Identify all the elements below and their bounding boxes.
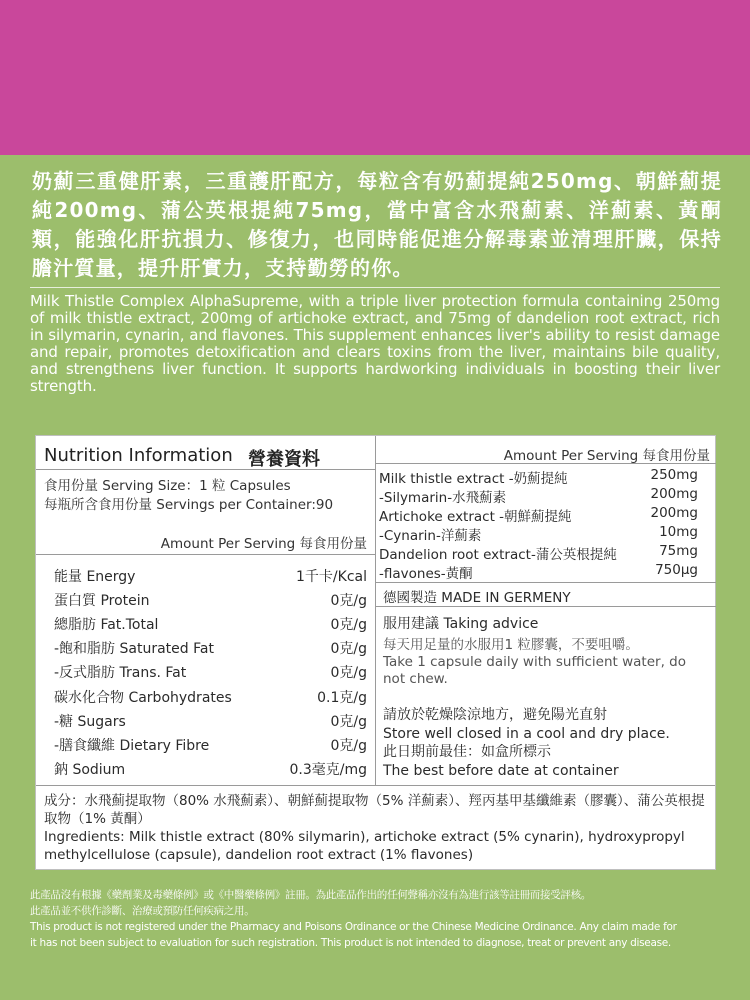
taking-advice-zh: 每天用足量的水服用1 粒膠囊，不要咀嚼。 (383, 637, 639, 653)
ingredient-row (379, 562, 698, 581)
ingredient-label: -Cynarin-洋薊素 (379, 528, 482, 544)
panel-column-divider (375, 436, 376, 785)
intro-divider (30, 287, 720, 288)
nutrient-label: 碳水化合物 Carbohydrates (54, 690, 232, 706)
nutrient-label: 總脂肪 Fat.Total (54, 617, 159, 633)
ingredient-row (379, 467, 698, 486)
ingredient-value: 200mg (650, 505, 698, 521)
ingredients-zh: 成分：水飛薊提取物（80% 水飛薊素）、朝鮮薊提取物（5% 洋薊素）、羥丙基甲基纖維素（膠囊）、蒲公英根提取物（1% 黃酮） (44, 793, 705, 827)
ingredients-amount-header: Amount Per Serving 每食用份量 (503, 448, 710, 464)
magenta-header-band (0, 0, 750, 155)
ingredient-row (379, 543, 698, 562)
nutrient-row (54, 684, 367, 708)
nutrient-value: 0.1克/g (317, 690, 367, 706)
intro-english: Milk Thistle Complex AlphaSupreme, with a triple liver protection formula containing 250mg of milk thistle extract, 200mg of artichoke extract, and 75mg of dandelion root extract, rich in silymarin, cynarin, and flavones. This supplement enhances liver's ability to resist damage and repair, promotes detoxification and clears toxins from the liver, maintains bile quality, and strengthens liver function. It supports hardworking individuals in boosting their liver strength. (30, 292, 720, 395)
ingredient-value: 250mg (650, 467, 698, 483)
serving-size: 食用份量 Serving Size：1 粒 Capsules (44, 478, 291, 494)
ingredient-label: Dandelion root extract-蒲公英根提純 (379, 547, 617, 563)
best-before-en: The best before date at container (383, 762, 619, 779)
made-in-label: 德國製造 MADE IN GERMENY (383, 590, 571, 606)
ingredient-row (379, 486, 698, 505)
nutrient-label: -糖 Sugars (54, 714, 126, 730)
ingredient-label: Milk thistle extract -奶薊提純 (379, 471, 568, 487)
disclaimer-en-line: it has not been subject to evaluation for such registration. This product is not intended to diagnose, treat or prevent any disease. (30, 937, 671, 949)
nutrient-value: 0克/g (330, 714, 367, 730)
nutrient-label: 蛋白質 Protein (54, 593, 150, 609)
divider (375, 463, 716, 464)
servings-per-container: 每瓶所含食用份量 Servings per Container:90 (44, 497, 334, 513)
nutrient-row (54, 732, 367, 756)
nutrient-value: 0克/g (330, 641, 367, 657)
storage-info (383, 706, 708, 780)
nutrient-row (54, 756, 367, 780)
ingredient-row (379, 505, 698, 524)
taking-advice-en: Take 1 capsule daily with sufficient water, do not chew. (383, 654, 686, 687)
nutrient-label: -飽和脂肪 Saturated Fat (54, 641, 214, 657)
nutrient-row (54, 587, 367, 611)
nutrient-row (54, 659, 367, 683)
nutrient-label: 能量 Energy (54, 569, 136, 585)
ingredient-value: 75mg (659, 543, 698, 559)
ingredients-list (44, 792, 708, 864)
storage-en: Store well closed in a cool and dry place. (383, 725, 670, 742)
nutrient-row (54, 635, 367, 659)
nutrition-panel (35, 435, 716, 870)
disclaimer-zh-line: 此產品並不供作診斷、治療或預防任何疾病之用。 (30, 905, 255, 917)
nutrient-row (54, 708, 367, 732)
ingredient-value: 200mg (650, 486, 698, 502)
ingredient-label: -flavones-黃酮 (379, 566, 473, 582)
nutrition-title: Nutrition Information (44, 445, 233, 466)
ingredient-value: 10mg (659, 524, 698, 540)
nutrient-label: 鈉 Sodium (54, 762, 126, 778)
ingredients-en: Ingredients: Milk thistle extract (80% silymarin), artichoke extract (5% cynarin), hydroxypropyl methylcellulose (capsule), dandelion root extract (1% flavones) (44, 829, 685, 863)
nutrient-value: 0.3毫克/mg (289, 762, 367, 778)
ingredient-row (379, 524, 698, 543)
disclaimer-zh-line: 此產品沒有根據《藥劑業及毒藥條例》或《中醫藥條例》註冊。為此產品作出的任何聲稱亦沒有為進行該等註冊而接受評核。 (30, 889, 591, 901)
divider (36, 554, 375, 555)
nutrient-value: 1千卡/Kcal (296, 569, 367, 585)
nutrient-label: -反式脂肪 Trans. Fat (54, 665, 187, 681)
divider (36, 469, 375, 470)
nutrient-value: 0克/g (330, 665, 367, 681)
nutrient-row (54, 563, 367, 587)
nutrient-value: 0克/g (330, 738, 367, 754)
taking-advice-title: 服用建議 Taking advice (383, 616, 539, 632)
nutrient-value: 0克/g (330, 617, 367, 633)
intro-chinese: 奶薊三重健肝素，三重護肝配方，每粒含有奶薊提純250mg、朝鮮薊提純200mg、蒲公英根提純75mg，當中富含水飛薊素、洋薊素、黃酮類，能強化肝抗損力、修復力，也同時能促進分解毒素並清理肝臟，保持膽汁質量，提升肝實力，支持勤勞的你。 (32, 169, 722, 280)
nutrient-value: 0克/g (330, 593, 367, 609)
ingredient-value: 750μg (655, 562, 698, 578)
nutrient-label: -膳食纖維 Dietary Fibre (54, 738, 210, 754)
storage-zh: 請放於乾燥陰涼地方，避免陽光直射 (383, 707, 607, 723)
legal-disclaimer (30, 887, 725, 951)
disclaimer-en-line: This product is not registered under the Pharmacy and Poisons Ordinance or the Chinese Medicine Ordinance. Any claim made for (30, 921, 677, 933)
divider (375, 582, 716, 583)
divider (36, 785, 715, 786)
divider (375, 606, 716, 607)
ingredient-label: -Silymarin-水飛薊素 (379, 490, 507, 506)
best-before-zh: 此日期前最佳：如盒所標示 (383, 744, 551, 760)
nutrition-title-zh: 營養資料 (248, 449, 320, 470)
ingredient-label: Artichoke extract -朝鮮薊提純 (379, 509, 572, 525)
nutrient-row (54, 611, 367, 635)
amount-per-serving-label: Amount Per Serving 每食用份量 (160, 536, 367, 552)
